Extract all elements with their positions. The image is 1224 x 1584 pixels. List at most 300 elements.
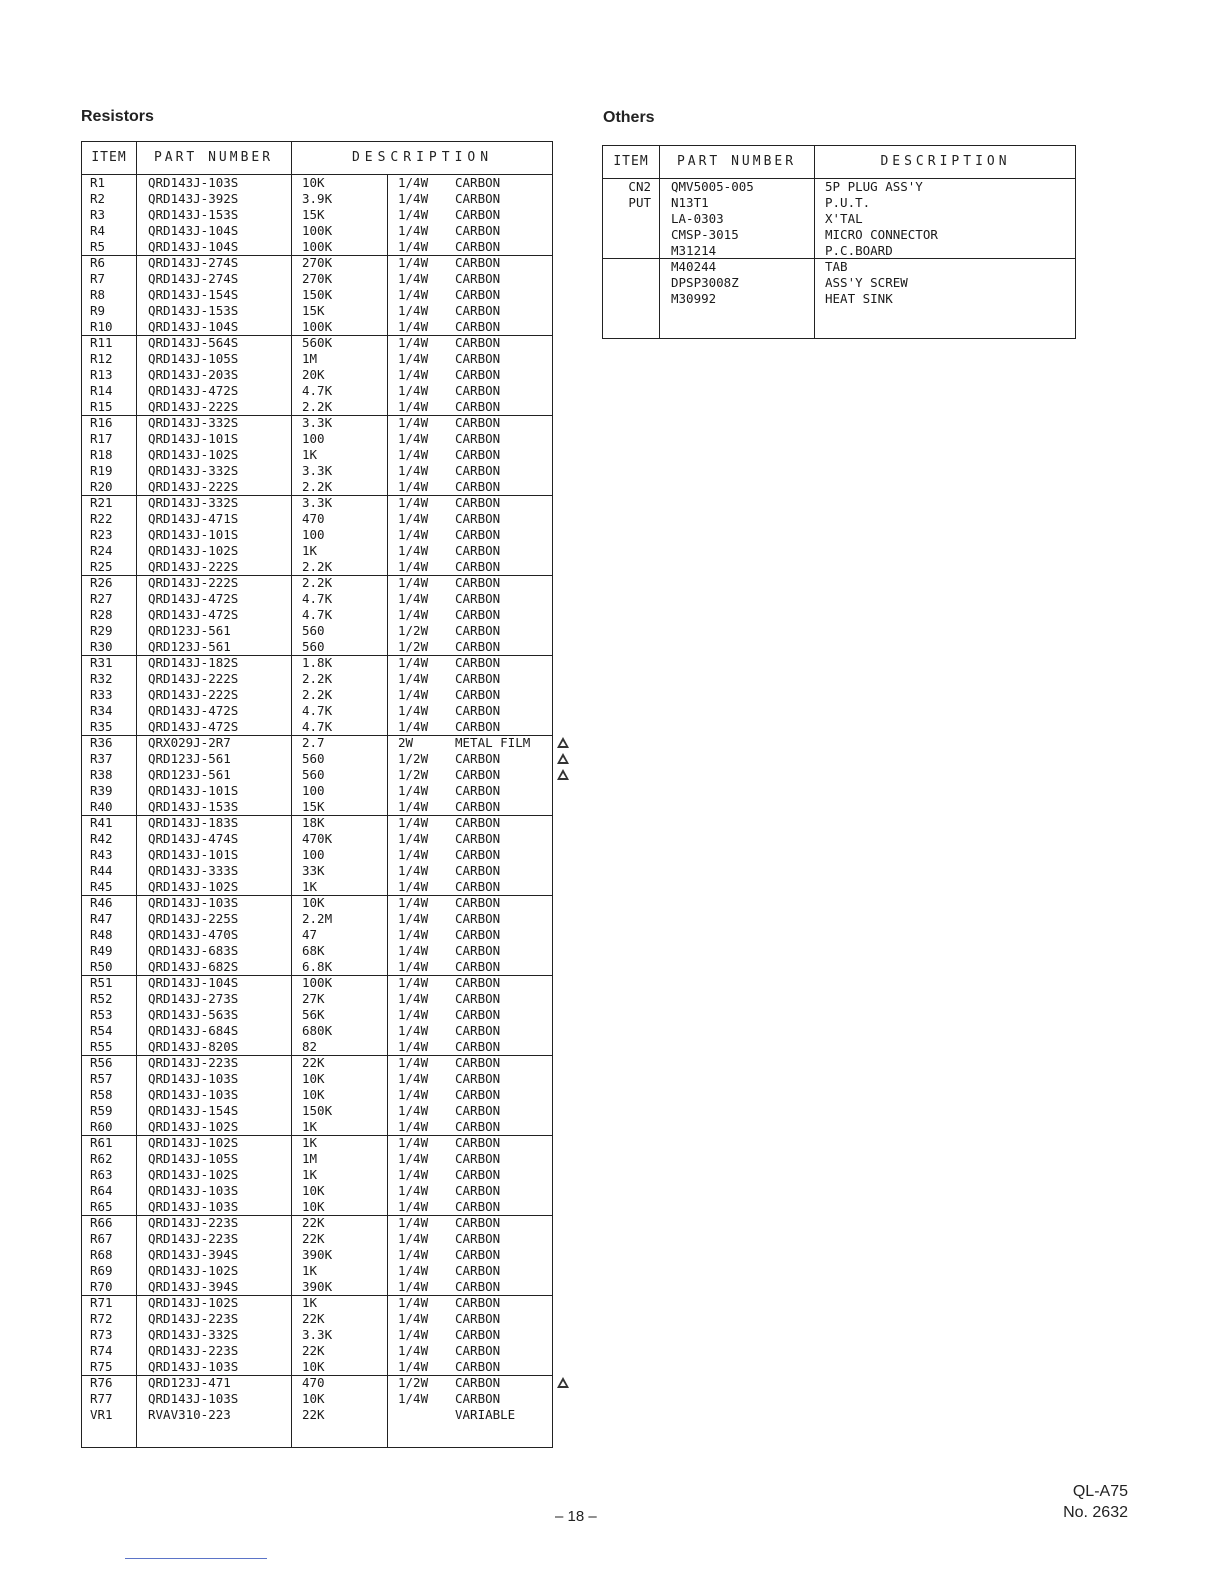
part-number-cell: QRD143J-102S bbox=[148, 1295, 239, 1310]
type-cell: CARBON bbox=[455, 479, 501, 494]
type-cell: CARBON bbox=[455, 463, 501, 478]
wattage-cell: 1/4W bbox=[398, 463, 429, 478]
wattage-cell: 1/4W bbox=[398, 1135, 429, 1150]
wattage-cell: 1/4W bbox=[398, 175, 429, 190]
wattage-cell: 1/4W bbox=[398, 543, 429, 558]
type-cell: CARBON bbox=[455, 239, 501, 254]
table-row bbox=[82, 1055, 552, 1071]
table-row bbox=[82, 831, 552, 847]
item-cell: R39 bbox=[90, 783, 113, 798]
table-row bbox=[82, 1327, 552, 1343]
wattage-cell: 1/4W bbox=[398, 1279, 429, 1294]
value-cell: 1K bbox=[302, 447, 318, 462]
table-row bbox=[603, 211, 1075, 227]
type-cell: CARBON bbox=[455, 575, 501, 590]
type-cell: CARBON bbox=[455, 287, 501, 302]
value-cell: 2.2K bbox=[302, 671, 333, 686]
item-cell: R45 bbox=[90, 879, 113, 894]
item-cell: R16 bbox=[90, 415, 113, 430]
value-cell: 56K bbox=[302, 1007, 325, 1022]
value-cell: 560 bbox=[302, 751, 325, 766]
value-cell: 15K bbox=[302, 303, 325, 318]
type-cell: CARBON bbox=[455, 703, 501, 718]
part-number-cell: QRD143J-104S bbox=[148, 975, 239, 990]
item-cell: R57 bbox=[90, 1071, 113, 1086]
part-number-cell: M40244 bbox=[671, 259, 717, 274]
item-cell: CN2 bbox=[628, 179, 651, 194]
wattage-cell: 1/4W bbox=[398, 1231, 429, 1246]
item-cell: R76 bbox=[90, 1375, 113, 1390]
table-row bbox=[82, 1039, 552, 1055]
part-number-cell: LA-0303 bbox=[671, 211, 724, 226]
wattage-cell: 1/2W bbox=[398, 1375, 429, 1390]
value-cell: 1K bbox=[302, 1135, 318, 1150]
part-number-cell: N13T1 bbox=[671, 195, 709, 210]
value-cell: 560 bbox=[302, 623, 325, 638]
value-cell: 2.2K bbox=[302, 479, 333, 494]
part-number-cell: QRD123J-561 bbox=[148, 751, 231, 766]
type-cell: CARBON bbox=[455, 1087, 501, 1102]
item-cell: R56 bbox=[90, 1055, 113, 1070]
part-number-cell: QRD143J-101S bbox=[148, 847, 239, 862]
item-cell: R49 bbox=[90, 943, 113, 958]
item-cell: R74 bbox=[90, 1343, 113, 1358]
wattage-cell: 1/4W bbox=[398, 1199, 429, 1214]
table-row bbox=[603, 275, 1075, 291]
table-row bbox=[82, 415, 552, 431]
item-cell: R25 bbox=[90, 559, 113, 574]
item-cell: R11 bbox=[90, 335, 113, 350]
table-row bbox=[82, 1071, 552, 1087]
table-row bbox=[603, 259, 1075, 275]
type-cell: CARBON bbox=[455, 207, 501, 222]
part-number-cell: QRD143J-103S bbox=[148, 1199, 239, 1214]
part-number-cell: QRD143J-102S bbox=[148, 1263, 239, 1278]
page-number: – 18 – bbox=[555, 1508, 597, 1525]
item-cell: R29 bbox=[90, 623, 113, 638]
value-cell: 6.8K bbox=[302, 959, 333, 974]
value-cell: 10K bbox=[302, 1391, 325, 1406]
value-cell: 10K bbox=[302, 1087, 325, 1102]
wattage-cell: 1/4W bbox=[398, 1359, 429, 1374]
part-number-cell: QRD123J-471 bbox=[148, 1375, 231, 1390]
value-cell: 100 bbox=[302, 527, 325, 542]
wattage-cell: 1/4W bbox=[398, 671, 429, 686]
table-row bbox=[82, 687, 552, 703]
value-cell: 3.3K bbox=[302, 415, 333, 430]
table-row bbox=[82, 655, 552, 671]
part-number-cell: QRD143J-225S bbox=[148, 911, 239, 926]
wattage-cell: 1/4W bbox=[398, 783, 429, 798]
part-number-cell: QRD143J-563S bbox=[148, 1007, 239, 1022]
part-number-cell: QRD143J-101S bbox=[148, 431, 239, 446]
item-cell: PUT bbox=[628, 195, 651, 210]
part-number-cell: QRD143J-104S bbox=[148, 223, 239, 238]
item-cell: R70 bbox=[90, 1279, 113, 1294]
wattage-cell: 1/4W bbox=[398, 607, 429, 622]
value-cell: 10K bbox=[302, 1183, 325, 1198]
table-row bbox=[82, 1247, 552, 1263]
group-separator bbox=[82, 1055, 552, 1056]
value-cell: 100K bbox=[302, 223, 333, 238]
type-cell: CARBON bbox=[455, 671, 501, 686]
type-cell: CARBON bbox=[455, 383, 501, 398]
header-part-number: PART NUMBER bbox=[153, 150, 274, 165]
wattage-cell: 1/4W bbox=[398, 847, 429, 862]
table-row bbox=[82, 447, 552, 463]
table-row bbox=[82, 1407, 552, 1423]
wattage-cell: 1/4W bbox=[398, 719, 429, 734]
header-description: DESCRIPTION bbox=[351, 150, 494, 165]
part-number-cell: QRD143J-683S bbox=[148, 943, 239, 958]
part-number-cell: QRD143J-102S bbox=[148, 1135, 239, 1150]
value-cell: 100 bbox=[302, 783, 325, 798]
item-cell: R65 bbox=[90, 1199, 113, 1214]
item-cell: R44 bbox=[90, 863, 113, 878]
type-cell: CARBON bbox=[455, 959, 501, 974]
table-row bbox=[82, 735, 552, 751]
table-row bbox=[82, 799, 552, 815]
item-cell: R17 bbox=[90, 431, 113, 446]
table-row bbox=[603, 227, 1075, 243]
part-number-cell: QRD143J-154S bbox=[148, 287, 239, 302]
type-cell: CARBON bbox=[455, 255, 501, 270]
item-cell: R52 bbox=[90, 991, 113, 1006]
part-number-cell: QRD143J-474S bbox=[148, 831, 239, 846]
value-cell: 560K bbox=[302, 335, 333, 350]
type-cell: CARBON bbox=[455, 175, 501, 190]
table-row bbox=[82, 1151, 552, 1167]
table-row bbox=[82, 783, 552, 799]
type-cell: CARBON bbox=[455, 1023, 501, 1038]
item-cell: R40 bbox=[90, 799, 113, 814]
item-cell: R18 bbox=[90, 447, 113, 462]
type-cell: CARBON bbox=[455, 879, 501, 894]
header-part-number: PART NUMBER bbox=[676, 154, 797, 169]
others-table bbox=[602, 145, 1076, 339]
type-cell: CARBON bbox=[455, 543, 501, 558]
table-row bbox=[603, 243, 1075, 259]
table-row bbox=[82, 367, 552, 383]
table-row bbox=[82, 239, 552, 255]
part-number-cell: QRD143J-105S bbox=[148, 1151, 239, 1166]
value-cell: 680K bbox=[302, 1023, 333, 1038]
table-row bbox=[82, 303, 552, 319]
part-number-cell: QRD143J-682S bbox=[148, 959, 239, 974]
wattage-cell: 1/4W bbox=[398, 223, 429, 238]
wattage-cell: 1/4W bbox=[398, 959, 429, 974]
table-row bbox=[82, 335, 552, 351]
item-cell: R77 bbox=[90, 1391, 113, 1406]
type-cell: CARBON bbox=[455, 1343, 501, 1358]
table-row bbox=[82, 943, 552, 959]
wattage-cell: 1/4W bbox=[398, 975, 429, 990]
part-number-cell: QRD143J-472S bbox=[148, 607, 239, 622]
item-cell: R20 bbox=[90, 479, 113, 494]
wattage-cell: 1/4W bbox=[398, 1247, 429, 1262]
value-cell: 1K bbox=[302, 1295, 318, 1310]
item-cell: R9 bbox=[90, 303, 106, 318]
wattage-cell: 1/4W bbox=[398, 895, 429, 910]
table-row bbox=[82, 1167, 552, 1183]
item-cell: R2 bbox=[90, 191, 106, 206]
table-row bbox=[82, 1007, 552, 1023]
type-cell: CARBON bbox=[455, 927, 501, 942]
wattage-cell: 1/4W bbox=[398, 271, 429, 286]
type-cell: CARBON bbox=[455, 1263, 501, 1278]
item-cell: R7 bbox=[90, 271, 106, 286]
table-row bbox=[82, 1375, 552, 1391]
value-cell: 10K bbox=[302, 1071, 325, 1086]
value-cell: 10K bbox=[302, 895, 325, 910]
group-separator bbox=[82, 255, 552, 256]
value-cell: 3.9K bbox=[302, 191, 333, 206]
table-row bbox=[82, 319, 552, 335]
part-number-cell: QRD143J-332S bbox=[148, 495, 239, 510]
table-row bbox=[82, 495, 552, 511]
value-cell: 2.2K bbox=[302, 399, 333, 414]
item-cell: R35 bbox=[90, 719, 113, 734]
group-separator bbox=[82, 975, 552, 976]
part-number-cell: QRD143J-820S bbox=[148, 1039, 239, 1054]
table-row bbox=[82, 511, 552, 527]
wattage-cell: 1/4W bbox=[398, 383, 429, 398]
value-cell: 470K bbox=[302, 831, 333, 846]
wattage-cell: 1/4W bbox=[398, 1343, 429, 1358]
table-row bbox=[82, 879, 552, 895]
wattage-cell: 1/4W bbox=[398, 687, 429, 702]
value-cell: 100K bbox=[302, 239, 333, 254]
type-cell: CARBON bbox=[455, 863, 501, 878]
part-number-cell: QRD143J-183S bbox=[148, 815, 239, 830]
part-number-cell: QRD123J-561 bbox=[148, 639, 231, 654]
item-cell: R22 bbox=[90, 511, 113, 526]
type-cell: CARBON bbox=[455, 1215, 501, 1230]
item-cell: R19 bbox=[90, 463, 113, 478]
value-cell: 1K bbox=[302, 1119, 318, 1134]
table-row bbox=[82, 1183, 552, 1199]
value-cell: 82 bbox=[302, 1039, 318, 1054]
value-cell: 560 bbox=[302, 639, 325, 654]
value-cell: 10K bbox=[302, 1199, 325, 1214]
table-row bbox=[603, 179, 1075, 195]
table-row bbox=[82, 255, 552, 271]
table-row bbox=[82, 1279, 552, 1295]
part-number-cell: QRD143J-105S bbox=[148, 351, 239, 366]
wattage-cell: 1/4W bbox=[398, 591, 429, 606]
item-cell: R42 bbox=[90, 831, 113, 846]
table-row bbox=[82, 927, 552, 943]
table-row bbox=[82, 1311, 552, 1327]
part-number-cell: QRD143J-274S bbox=[148, 255, 239, 270]
type-cell: CARBON bbox=[455, 783, 501, 798]
value-cell: 4.7K bbox=[302, 719, 333, 734]
item-cell: R66 bbox=[90, 1215, 113, 1230]
value-cell: 150K bbox=[302, 287, 333, 302]
safety-warning-icon bbox=[557, 1377, 569, 1388]
group-separator bbox=[82, 575, 552, 576]
type-cell: CARBON bbox=[455, 1375, 501, 1390]
value-cell: 22K bbox=[302, 1215, 325, 1230]
part-number-cell: QRD123J-561 bbox=[148, 767, 231, 782]
wattage-cell: 1/4W bbox=[398, 815, 429, 830]
wattage-cell: 1/4W bbox=[398, 1007, 429, 1022]
type-cell: CARBON bbox=[455, 1199, 501, 1214]
item-cell: R12 bbox=[90, 351, 113, 366]
item-cell: R38 bbox=[90, 767, 113, 782]
type-cell: CARBON bbox=[455, 527, 501, 542]
item-cell: R41 bbox=[90, 815, 113, 830]
wattage-cell: 1/4W bbox=[398, 207, 429, 222]
table-row bbox=[82, 463, 552, 479]
type-cell: CARBON bbox=[455, 831, 501, 846]
safety-warning-icon bbox=[557, 753, 569, 764]
wattage-cell: 1/4W bbox=[398, 1391, 429, 1406]
type-cell: CARBON bbox=[455, 1279, 501, 1294]
wattage-cell: 1/4W bbox=[398, 527, 429, 542]
part-number-cell: QRD143J-153S bbox=[148, 799, 239, 814]
part-number-cell: QRD143J-273S bbox=[148, 991, 239, 1006]
value-cell: 10K bbox=[302, 1359, 325, 1374]
part-number-cell: QRD143J-564S bbox=[148, 335, 239, 350]
wattage-cell: 1/4W bbox=[398, 1071, 429, 1086]
table-row bbox=[82, 623, 552, 639]
type-cell: CARBON bbox=[455, 847, 501, 862]
part-number-cell: QRD143J-203S bbox=[148, 367, 239, 382]
wattage-cell: 1/4W bbox=[398, 1215, 429, 1230]
part-number-cell: QRD143J-103S bbox=[148, 1391, 239, 1406]
part-number-cell: QRD143J-332S bbox=[148, 463, 239, 478]
wattage-cell: 1/4W bbox=[398, 655, 429, 670]
wattage-cell: 1/4W bbox=[398, 1183, 429, 1198]
part-number-cell: QRD143J-332S bbox=[148, 415, 239, 430]
wattage-cell: 1/4W bbox=[398, 479, 429, 494]
wattage-cell: 1/4W bbox=[398, 911, 429, 926]
wattage-cell: 1/2W bbox=[398, 767, 429, 782]
part-number-cell: QRD143J-182S bbox=[148, 655, 239, 670]
type-cell: CARBON bbox=[455, 751, 501, 766]
wattage-cell: 1/4W bbox=[398, 1151, 429, 1166]
value-cell: 100K bbox=[302, 319, 333, 334]
type-cell: CARBON bbox=[455, 1247, 501, 1262]
value-cell: 68K bbox=[302, 943, 325, 958]
item-cell: R61 bbox=[90, 1135, 113, 1150]
part-number-cell: QRD143J-472S bbox=[148, 383, 239, 398]
type-cell: CARBON bbox=[455, 367, 501, 382]
part-number-cell: QRD143J-394S bbox=[148, 1247, 239, 1262]
type-cell: CARBON bbox=[455, 399, 501, 414]
type-cell: CARBON bbox=[455, 415, 501, 430]
group-separator bbox=[82, 335, 552, 336]
value-cell: 270K bbox=[302, 255, 333, 270]
type-cell: CARBON bbox=[455, 607, 501, 622]
part-number-cell: QRD143J-223S bbox=[148, 1215, 239, 1230]
table-row bbox=[82, 399, 552, 415]
description-cell: TAB bbox=[825, 259, 848, 274]
type-cell: CARBON bbox=[455, 1039, 501, 1054]
group-separator bbox=[82, 815, 552, 816]
value-cell: 2.2K bbox=[302, 575, 333, 590]
type-cell: CARBON bbox=[455, 303, 501, 318]
type-cell: CARBON bbox=[455, 719, 501, 734]
part-number-cell: QRD143J-104S bbox=[148, 239, 239, 254]
item-cell: R55 bbox=[90, 1039, 113, 1054]
type-cell: CARBON bbox=[455, 623, 501, 638]
item-cell: R36 bbox=[90, 735, 113, 750]
type-cell: CARBON bbox=[455, 895, 501, 910]
type-cell: CARBON bbox=[455, 271, 501, 286]
value-cell: 4.7K bbox=[302, 383, 333, 398]
value-cell: 2.2K bbox=[302, 687, 333, 702]
table-row bbox=[82, 1199, 552, 1215]
group-separator bbox=[82, 895, 552, 896]
value-cell: 390K bbox=[302, 1247, 333, 1262]
table-row bbox=[82, 1135, 552, 1151]
table-row bbox=[82, 1359, 552, 1375]
value-cell: 2.7 bbox=[302, 735, 325, 750]
resistors-heading: Resistors bbox=[81, 108, 154, 125]
table-row bbox=[603, 195, 1075, 211]
table-row bbox=[82, 863, 552, 879]
part-number-cell: QRD143J-102S bbox=[148, 879, 239, 894]
part-number-cell: QRD143J-101S bbox=[148, 527, 239, 542]
wattage-cell: 1/4W bbox=[398, 879, 429, 894]
value-cell: 470 bbox=[302, 1375, 325, 1390]
value-cell: 3.3K bbox=[302, 1327, 333, 1342]
wattage-cell: 1/4W bbox=[398, 1087, 429, 1102]
type-cell: CARBON bbox=[455, 1135, 501, 1150]
part-number-cell: RVAV310-223 bbox=[148, 1407, 231, 1422]
wattage-cell: 1/2W bbox=[398, 751, 429, 766]
type-cell: CARBON bbox=[455, 1119, 501, 1134]
part-number-cell: QRD143J-223S bbox=[148, 1231, 239, 1246]
item-cell: R64 bbox=[90, 1183, 113, 1198]
table-row bbox=[82, 207, 552, 223]
part-number-cell: QRD143J-103S bbox=[148, 1183, 239, 1198]
group-separator bbox=[82, 1375, 552, 1376]
table-row bbox=[82, 527, 552, 543]
wattage-cell: 1/4W bbox=[398, 1263, 429, 1278]
wattage-cell: 1/4W bbox=[398, 495, 429, 510]
group-separator bbox=[82, 1215, 552, 1216]
group-separator bbox=[82, 735, 552, 736]
item-cell: R37 bbox=[90, 751, 113, 766]
part-number-cell: QRD143J-102S bbox=[148, 543, 239, 558]
table-row bbox=[82, 991, 552, 1007]
wattage-cell: 1/4W bbox=[398, 991, 429, 1006]
value-cell: 27K bbox=[302, 991, 325, 1006]
value-cell: 33K bbox=[302, 863, 325, 878]
table-row bbox=[603, 291, 1075, 307]
part-number-cell: QRD143J-153S bbox=[148, 303, 239, 318]
table-row bbox=[82, 719, 552, 735]
type-cell: CARBON bbox=[455, 1231, 501, 1246]
item-cell: R75 bbox=[90, 1359, 113, 1374]
value-cell: 270K bbox=[302, 271, 333, 286]
item-cell: R69 bbox=[90, 1263, 113, 1278]
wattage-cell: 1/4W bbox=[398, 367, 429, 382]
table-row bbox=[82, 911, 552, 927]
type-cell: CARBON bbox=[455, 1295, 501, 1310]
part-number-cell: QRD143J-154S bbox=[148, 1103, 239, 1118]
table-row bbox=[82, 847, 552, 863]
type-cell: CARBON bbox=[455, 799, 501, 814]
wattage-cell: 1/4W bbox=[398, 1103, 429, 1118]
item-cell: R50 bbox=[90, 959, 113, 974]
group-separator bbox=[82, 1135, 552, 1136]
value-cell: 20K bbox=[302, 367, 325, 382]
wattage-cell: 2W bbox=[398, 735, 414, 750]
